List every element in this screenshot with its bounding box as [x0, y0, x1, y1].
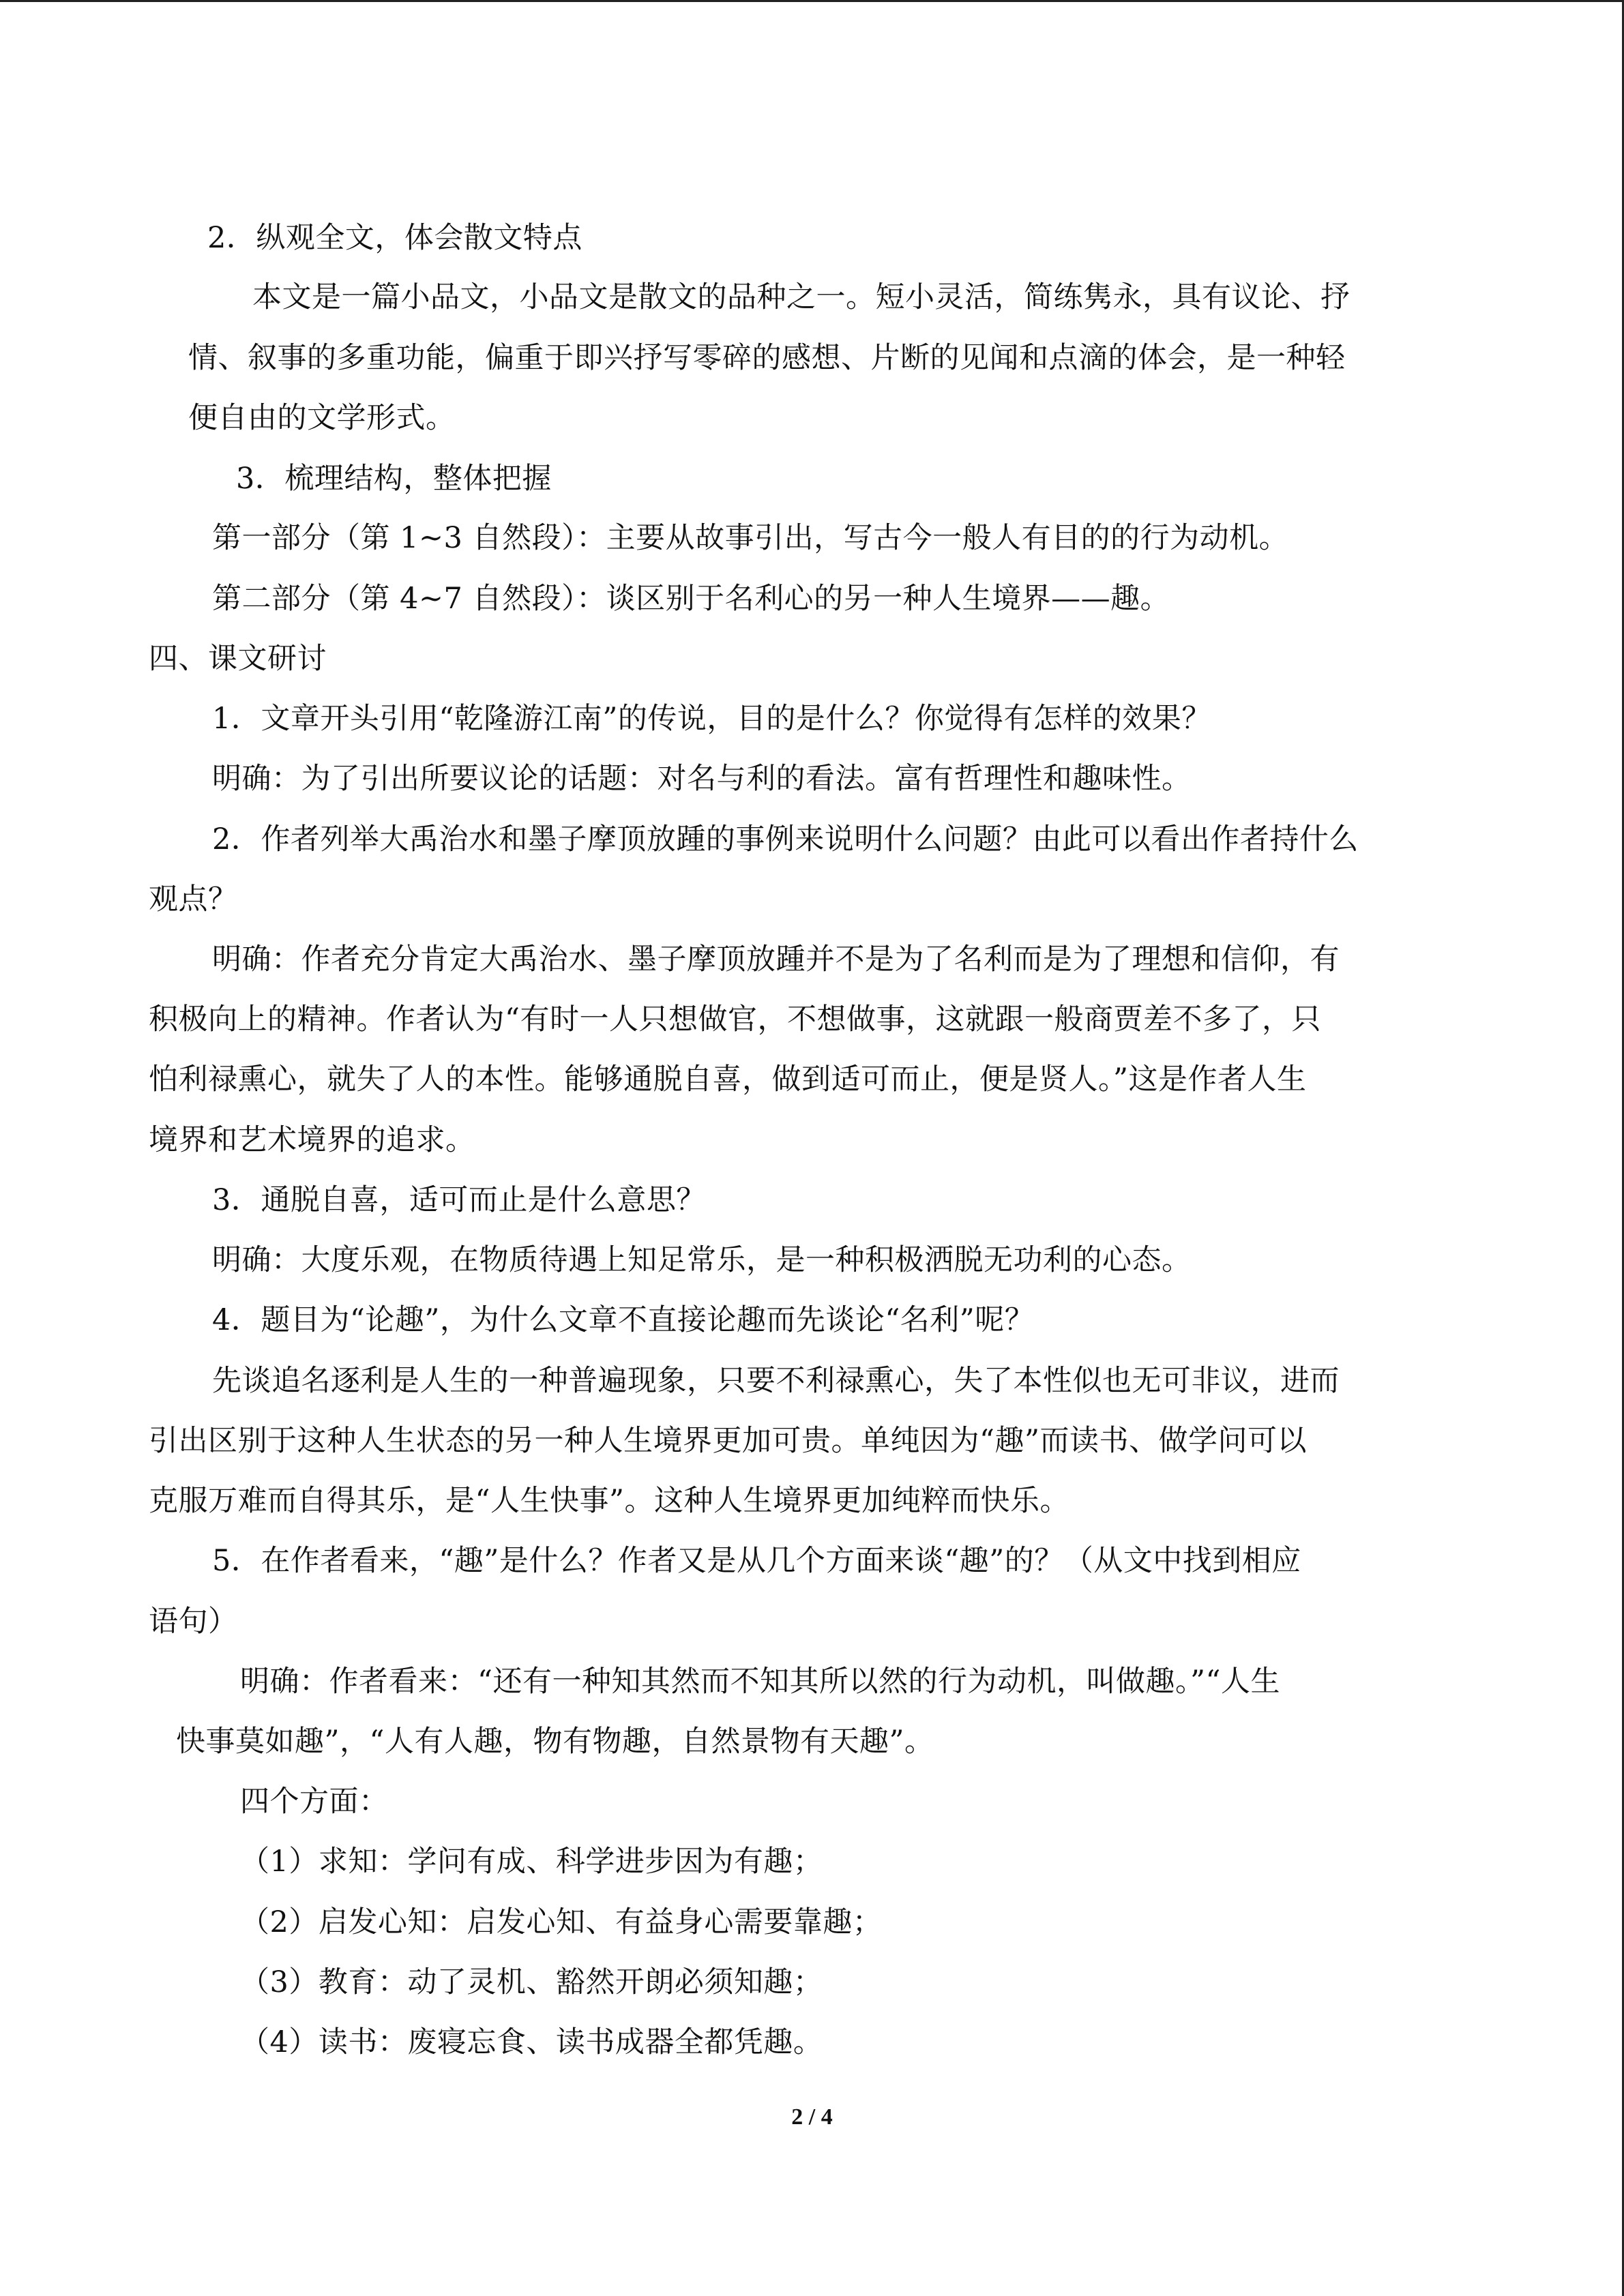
answer-line: 先谈追名逐利是人生的一种普遍现象，只要不利禄熏心，失了本性似也无可非议，进而 — [212, 1364, 1340, 1398]
paragraph-line: 本文是一篇小品文，小品文是散文的品种之一。短小灵活，简练隽永，具有议论、抒 — [252, 280, 1350, 314]
paragraph-line: 情、叙事的多重功能，偏重于即兴抒写零碎的感想、片断的见闻和点滴的体会，是一种轻 — [188, 341, 1346, 375]
question-line: 1．文章开头引用“乾隆游江南”的传说，目的是什么？你觉得有怎样的效果？ — [212, 702, 1211, 736]
list-item: （3）教育：动了灵机、豁然开朗必须知趣； — [240, 1965, 823, 1999]
list-item: （2）启发心知：启发心知、有益身心需要靠趣； — [240, 1905, 883, 1939]
answer-line: 积极向上的精神。作者认为“有时一人只想做官，不想做事，这就跟一般商贾差不多了，只 — [149, 1002, 1321, 1037]
question-line: 4．题目为“论趣”，为什么文章不直接论趣而先谈论“名利”呢？ — [212, 1303, 1035, 1337]
answer-line: 快事莫如趣”，“人有人趣，物有物趣，自然景物有天趣”。 — [176, 1725, 934, 1759]
answer-line: 引出区别于这种人生状态的另一种人生境界更加可贵。单纯因为“趣”而读书、做学问可以 — [149, 1424, 1307, 1458]
answer-line: 明确：作者看来：“还有一种知其然而不知其所以然的行为动机，叫做趣。”“人生 — [240, 1665, 1280, 1699]
list-item: （4）读书：废寝忘食、读书成器全都凭趣。 — [240, 2025, 823, 2059]
subheading-structure: 3．梳理结构，整体把握 — [236, 462, 552, 496]
answer-line: 明确：为了引出所要议论的话题：对名与利的看法。富有哲理性和趣味性。 — [212, 762, 1192, 796]
section-heading-text-study: 四、课文研讨 — [149, 642, 327, 676]
list-heading: 四个方面： — [240, 1785, 389, 1819]
answer-line: 明确：大度乐观，在物质待遇上知足常乐，是一种积极洒脱无功利的心态。 — [212, 1243, 1192, 1277]
page-number: 2 / 4 — [791, 2104, 833, 2130]
question-line: 观点？ — [149, 882, 238, 916]
answer-line: 明确：作者充分肯定大禹治水、墨子摩顶放踵并不是为了名利而是为了理想和信仰，有 — [212, 942, 1340, 976]
paragraph-line: 第一部分（第 1~3 自然段）：主要从故事引出，写古今一般人有目的的行为动机。 — [212, 521, 1289, 555]
answer-line: 境界和艺术境界的追求。 — [149, 1123, 475, 1157]
paragraph-line: 第二部分（第 4~7 自然段）：谈区别于名利心的另一种人生境界——趣。 — [212, 582, 1170, 616]
question-line: 语句） — [149, 1605, 238, 1639]
question-line: 3．通脱自喜，适可而止是什么意思？ — [212, 1183, 706, 1217]
question-line: 2．作者列举大禹治水和墨子摩顶放踵的事例来说明什么问题？由此可以看出作者持什么 — [212, 822, 1359, 856]
paragraph-line: 便自由的文学形式。 — [188, 401, 456, 435]
subheading-prose-features: 2．纵观全文，体会散文特点 — [207, 221, 582, 255]
answer-line: 克服万难而自得其乐，是“人生快事”。这种人生境界更加纯粹而快乐。 — [149, 1484, 1069, 1518]
list-item: （1）求知：学问有成、科学进步因为有趣； — [240, 1845, 823, 1879]
answer-line: 怕利禄熏心，就失了人的本性。能够通脱自喜，做到适可而止，便是贤人。”这是作者人生 — [149, 1062, 1307, 1097]
question-line: 5．在作者看来，“趣”是什么？作者又是从几个方面来谈“趣”的？（从文中找到相应 — [212, 1544, 1301, 1578]
